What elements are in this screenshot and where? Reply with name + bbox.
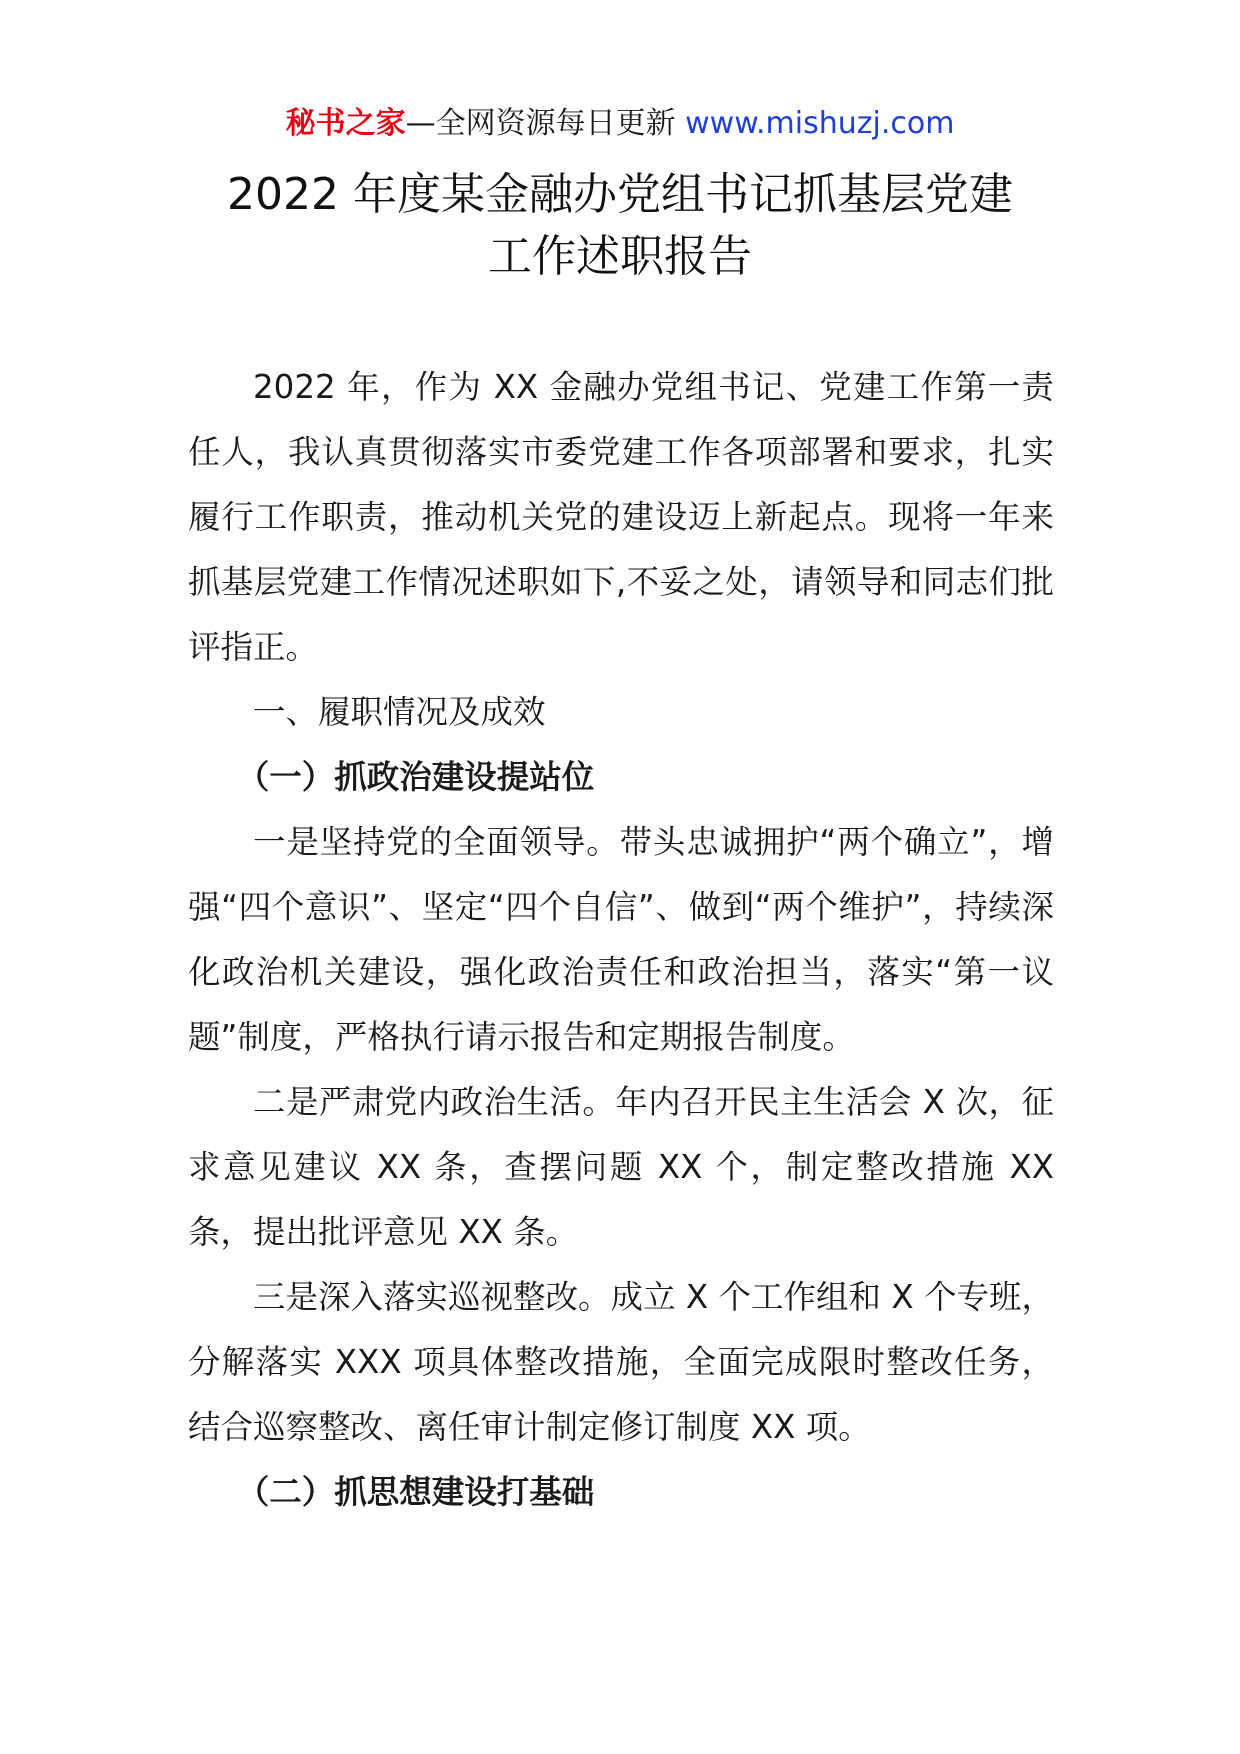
banner-slogan: —全网资源每日更新 [405,106,676,141]
title-line-1: 2022 年度某金融办党组书记抓基层党建 [227,169,1013,220]
brand-name: 秘书之家 [285,106,406,141]
section-heading-1: 一、履职情况及成效 [253,693,546,731]
document-body [188,355,1054,1525]
paragraph-2: 二是严肃党内政治生活。年内召开民主生活会 X 次，征求意见建议 XX 条，查摆问题 XX 个，制定整改措施 XX 条，提出批评意见 XX 条。 [188,1083,1054,1251]
document-title [0,164,1240,288]
paragraph-3: 三是深入落实巡视整改。成立 X 个工作组和 X 个专班，分解落实 XXX 项具体整改措施，全面完成限时整改任务，结合巡察整改、离任审计制定修订制度 XX 项。 [188,1278,1054,1446]
site-url-link[interactable]: www.mishuzj.com [685,106,955,141]
subsection-heading-2: （二）抓思想建设打基础 [236,1473,595,1511]
site-banner [0,104,1240,144]
title-line-2: 工作述职报告 [488,231,752,282]
subsection-heading-1: （一）抓政治建设提站位 [236,758,595,796]
paragraph-1: 一是坚持党的全面领导。带头忠诚拥护“两个确立”，增强“四个意识”、坚定“四个自信”、做到“两个维护”，持续深化政治机关建设，强化政治责任和政治担当，落实“第一议题”制度，严格执行请示报告和定期报告制度。 [188,823,1054,1056]
intro-paragraph: 2022 年，作为 XX 金融办党组书记、党建工作第一责任人，我认真贯彻落实市委党建工作各项部署和要求，扎实履行工作职责，推动机关党的建设迈上新起点。现将一年来抓基层党建工作情况述职如下,不妥之处，请领导和同志们批评指正。 [188,368,1054,666]
